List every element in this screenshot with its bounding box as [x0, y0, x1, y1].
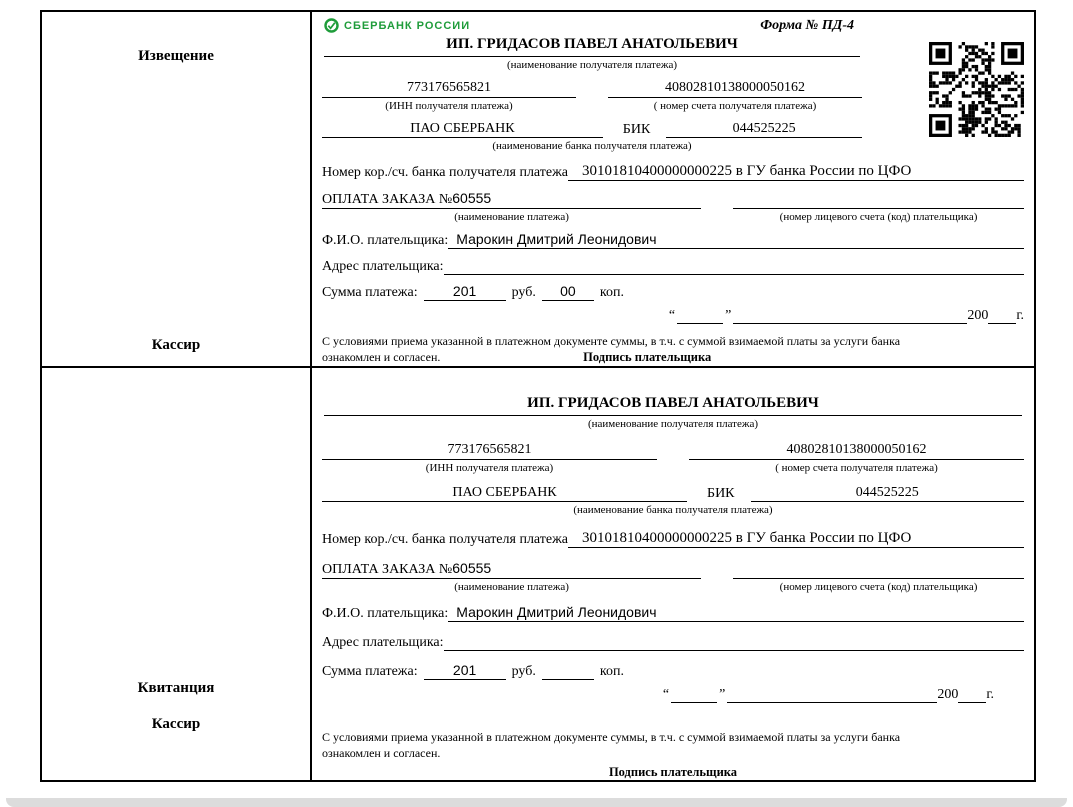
amount-kop-value-2	[542, 662, 594, 680]
amount-rub-value: 201	[424, 283, 506, 301]
purpose-label: ОПЛАТА ЗАКАЗА №	[322, 192, 453, 207]
terms-block-2	[322, 729, 1024, 781]
rub-label: руб.	[511, 285, 536, 300]
qr-code	[929, 42, 1024, 137]
receipt-section	[42, 368, 1034, 781]
order-number-2: 60555	[452, 560, 492, 577]
date-quote-open: “	[668, 308, 676, 323]
date-day-line-2	[671, 687, 717, 703]
date-year-prefix-2: 200	[937, 687, 959, 703]
inn-value: 773176565821	[322, 80, 576, 98]
terms-text-line1-2: С условиями приема указанной в платежном документе суммы, в т.ч. с суммой взимаемой платы за услуги банка	[322, 730, 901, 745]
date-year-prefix: 200	[967, 308, 989, 323]
terms-text-line2-2: ознакомлен и согласен.	[322, 746, 441, 761]
sberbank-logo	[324, 18, 470, 33]
bank-name-value-2: ПАО СБЕРБАНК	[322, 485, 687, 502]
order-number: 60555	[452, 190, 492, 206]
date-year-suffix-2: г.	[986, 687, 994, 703]
date-quote-close-2: ”	[719, 687, 726, 703]
corr-account-value: 30101810400000000225 в ГУ банка России по ЦФО	[568, 163, 1024, 181]
inn-caption: (ИНН получателя платежа)	[385, 100, 513, 112]
notice-form	[312, 12, 1034, 366]
purpose-label-2: ОПЛАТА ЗАКАЗА №	[322, 562, 453, 578]
notice-header	[322, 17, 862, 34]
payer-code-caption: (номер лицевого счета (код) плательщика)	[779, 211, 978, 223]
account-value: 40802810138000050162	[608, 80, 862, 98]
signature-label: Подпись плательщика	[583, 350, 712, 365]
payer-name-label: Ф.И.О. плательщика:	[322, 233, 449, 248]
account-value-2: 40802810138000050162	[689, 442, 1024, 460]
bank-caption: (наименование банка получателя платежа)	[492, 140, 692, 152]
rub-label-2: руб.	[511, 664, 536, 680]
inn-value-2: 773176565821	[322, 442, 657, 460]
notice-label: Извещение	[138, 48, 214, 64]
payer-address-value	[444, 257, 1024, 275]
kop-label: коп.	[599, 285, 624, 300]
receipt-label: Квитанция	[137, 680, 215, 697]
account-caption: ( номер счета получателя платежа)	[653, 100, 817, 112]
payer-code-line-2	[733, 561, 1024, 579]
recipient-caption-2: (наименование получателя платежа)	[587, 418, 759, 431]
payment-caption-2: (наименование платежа)	[454, 581, 569, 594]
bik-value: 044525225	[666, 121, 862, 138]
inn-caption-2: (ИНН получателя платежа)	[425, 462, 554, 475]
signature-label-2: Подпись плательщика	[608, 765, 738, 780]
notice-section	[42, 12, 1034, 368]
payer-code-caption-2: (номер лицевого счета (код) плательщика)	[779, 581, 978, 594]
notice-stub-column	[42, 12, 312, 366]
account-caption-2: ( номер счета получателя платежа)	[775, 462, 938, 475]
date-quote-close: ”	[725, 308, 732, 323]
date-month-line	[733, 308, 967, 324]
kop-label-2: коп.	[599, 664, 624, 680]
terms-text-line2: ознакомлен и согласен.	[322, 350, 441, 365]
amount-kop-value: 00	[542, 283, 594, 301]
payer-address-value-2	[444, 633, 1024, 651]
payer-code-line	[733, 191, 1024, 209]
payer-name-label-2: Ф.И.О. плательщика:	[322, 606, 449, 622]
bik-label: БИК	[622, 122, 651, 137]
form-table	[40, 10, 1036, 782]
page-edge	[6, 798, 1067, 807]
payment-caption: (наименование платежа)	[454, 211, 569, 223]
payer-name-value: Марокин Дмитрий Леонидович	[448, 231, 1024, 249]
cashier-label: Кассир	[151, 337, 201, 354]
bik-value-2: 044525225	[751, 485, 1024, 502]
date-year-line	[988, 308, 1016, 324]
sberbank-logo-text: СБЕРБАНК РОССИИ	[344, 19, 471, 32]
date-quote-open-2: “	[662, 687, 670, 703]
receipt-stub-column	[42, 368, 312, 781]
payer-address-label: Адрес плательщика:	[322, 259, 444, 274]
amount-rub-value-2: 201	[424, 662, 506, 680]
date-day-line	[677, 308, 723, 324]
corr-account-label-2: Номер кор./сч. банка получателя платежа	[322, 532, 568, 548]
bik-label-2: БИК	[707, 486, 735, 502]
corr-account-value-2: 30101810400000000225 в ГУ банка России по ЦФО	[568, 530, 1024, 548]
corr-account-label: Номер кор./сч. банка получателя платежа	[322, 165, 568, 180]
amount-label: Сумма платежа:	[322, 285, 418, 300]
recipient-name-2: ИП. ГРИДАСОВ ПАВЕЛ АНАТОЛЬЕВИЧ	[324, 395, 1022, 416]
recipient-caption: (наименование получателя платежа)	[506, 59, 678, 71]
form-number: Форма № ПД-4	[760, 18, 854, 33]
payment-purpose-line-2	[322, 560, 701, 579]
cashier-label-2: Кассир	[151, 716, 201, 733]
terms-text-line1: С условиями приема указанной в платежном документе суммы, в т.ч. с суммой взимаемой платы за услуги банка	[322, 334, 901, 348]
payment-purpose-line	[322, 190, 701, 209]
date-year-line-2	[958, 687, 986, 703]
payer-name-value-2: Марокин Дмитрий Леонидович	[448, 604, 1024, 622]
receipt-form	[312, 368, 1034, 781]
sberbank-logo-icon	[324, 18, 339, 33]
bank-caption-2: (наименование банка получателя платежа)	[573, 504, 773, 517]
payer-address-label-2: Адрес плательщика:	[322, 635, 444, 651]
date-year-suffix: г.	[1016, 308, 1024, 323]
date-month-line-2	[727, 687, 937, 703]
amount-label-2: Сумма платежа:	[322, 664, 418, 680]
bank-name-value: ПАО СБЕРБАНК	[322, 121, 603, 138]
terms-block	[322, 333, 1024, 366]
recipient-name: ИП. ГРИДАСОВ ПАВЕЛ АНАТОЛЬЕВИЧ	[324, 36, 860, 57]
